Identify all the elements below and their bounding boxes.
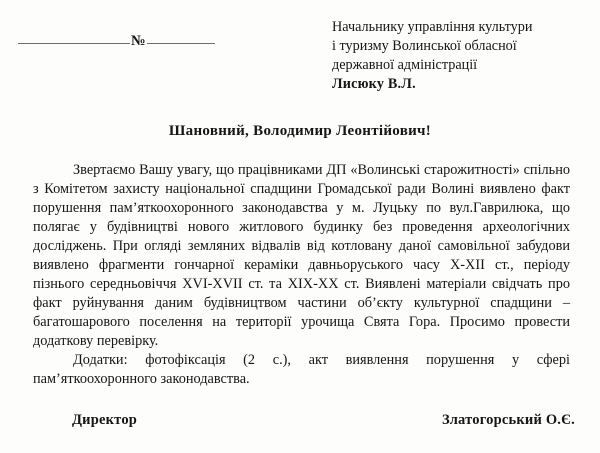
salutation: Шановний, Володимир Леонтійович! [168,123,432,139]
registration-number-blank-rule [147,43,215,44]
addressee-block [332,18,582,94]
addressee-line-3: державної адміністрації [332,57,478,73]
letter-body [33,161,570,389]
letter-header [0,18,600,110]
registration-date-blank-rule [18,43,130,44]
addressee-line-2: і туризму Волинської обласної [332,38,517,54]
addressee-line-1: Начальнику управління культури [332,19,533,35]
body-paragraph-attachments: Додатки: фотофіксація (2 с.), акт виявлення порушення у сфері пам’яткоохоронного законодавства. [33,352,570,387]
numero-symbol: № [131,32,146,49]
signer-position-title: Директор [72,412,138,428]
signature-block [72,412,575,429]
addressee-name: Лисюку В.Л. [332,76,416,92]
registration-number-line [18,22,318,48]
body-paragraph-main: Звертаємо Вашу увагу, що працівниками ДП «Волинські старожитності» спільно з Комітетом захисту національної спадщини Громадської ради Волині виявлено факт порушення пам’яткоохоронного законодавства у м. Луцьку по вул.Гаврилюка, що полягає у будівництві нового житлового будинку без проведення археологічних досліджень. При огляді земляних відвалів від котловану даної самовільної забудови виявлено фрагменти гончарної кераміки давньоруського часу X-XII ст., періоду пізнього середньовіччя XVI-XVII ст. та XIX-XX ст. Виявлені матеріали свідчать про факт руйнування даним будівництвом частини об’єкту культурної спадщини – багатошарового поселення на території урочища Свята Гора. Просимо провести додаткову перевірку. [33,162,570,349]
signer-name: Златогорський О.Є. [442,412,575,428]
